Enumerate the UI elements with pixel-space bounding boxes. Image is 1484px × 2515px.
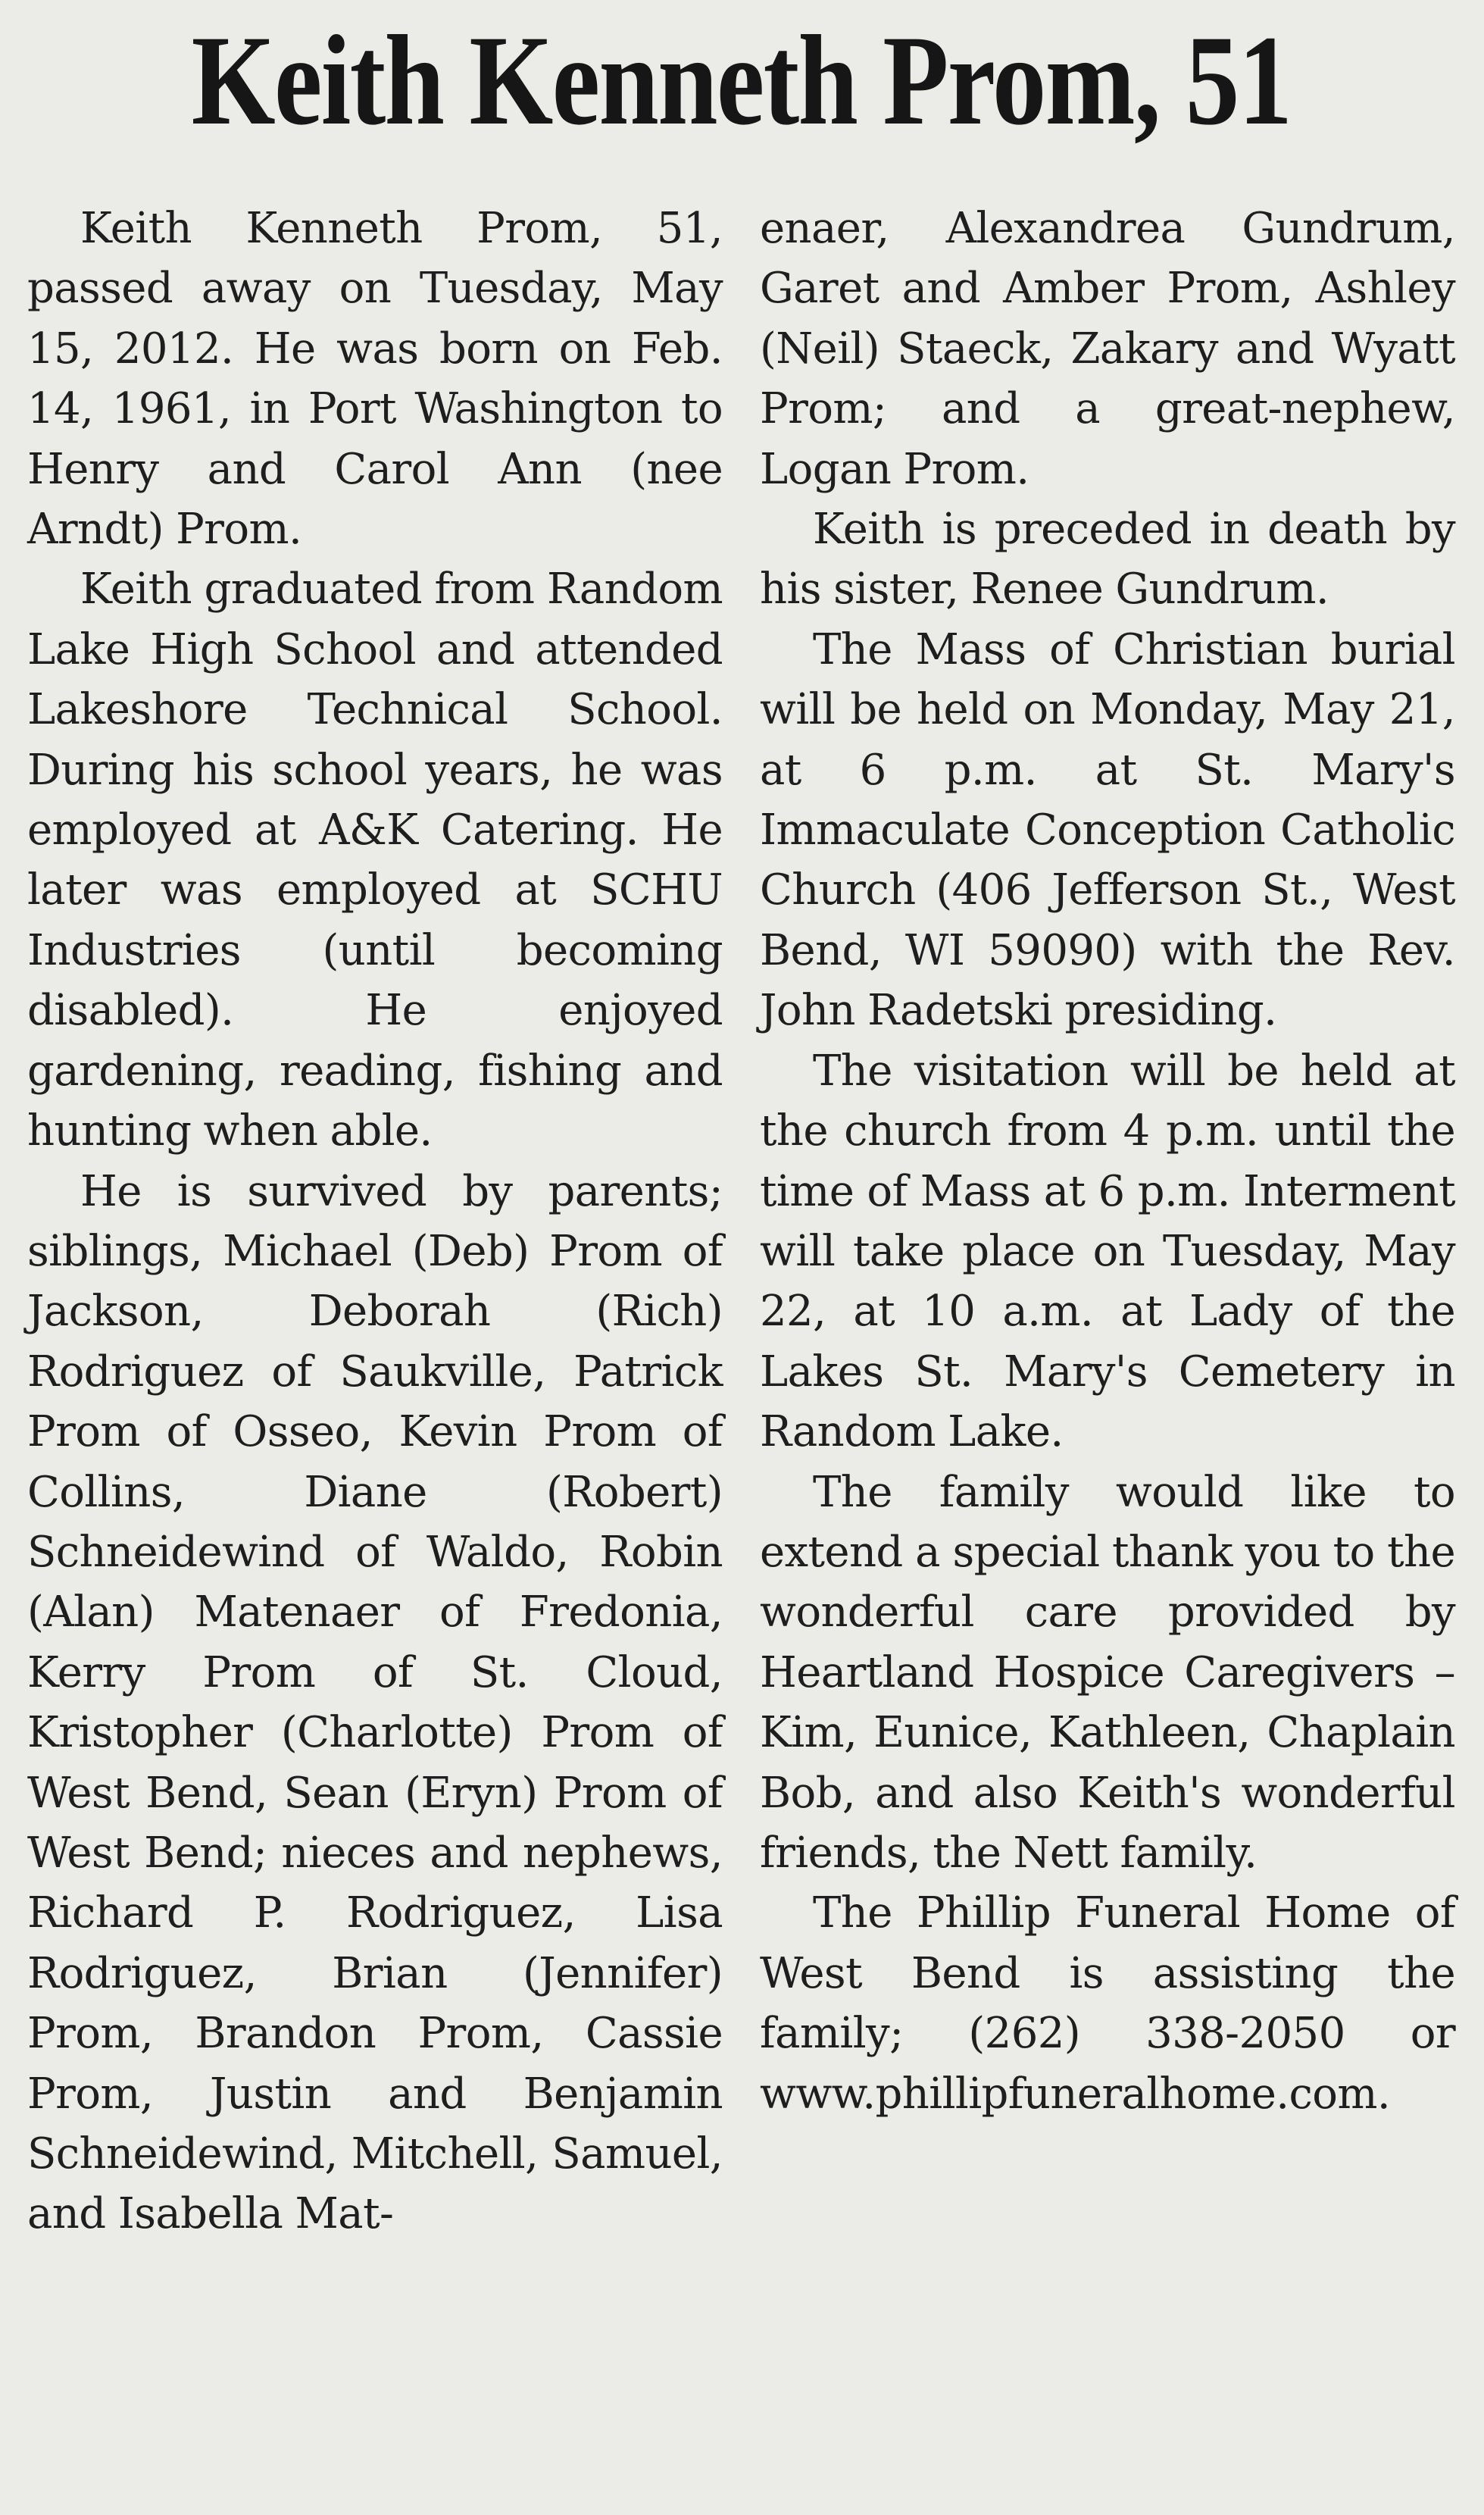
headline: Keith Kenneth Prom, 51 [191,9,1292,152]
paragraph: He is survived by parents; siblings, Michael (Deb) Prom of Jackson, Deborah (Rich) Rodriguez of Saukville, Patrick Prom of Osseo, Kevin Prom of Collins, Diane (Robert) Schneidewind of Waldo, Robin (Alan) Matenaer of Fredonia, Kerry Prom of St. Cloud, Kristopher (Charlotte) Prom of West Bend, Sean (Eryn) Prom of West Bend; nieces and nephews, Richard P. Rodriguez, Lisa Rodriguez, Brian (Jennifer) Prom, Brandon Prom, Cassie Prom, Justin and Benjamin Schneidewind, Mitchell, Samuel, and Isabella Mat- [27,1166,723,2239]
article-body [27,199,1455,2244]
paragraph: The family would like to extend a special thank you to the wonderful care provided by Heartland Hospice Caregivers – Kim, Eunice, Kathleen, Chaplain Bob, and also Keith's wonderful friends, the Nett family. [760,1467,1455,1878]
paragraph: enaer, Alexandrea Gundrum, Garet and Amber Prom, Ashley (Neil) Staeck, Zakary and Wyatt Prom; and a great-nephew, Logan Prom. [760,204,1455,494]
paragraph: Keith graduated from Random Lake High School and attended Lakeshore Technical School. During his school years, he was employed at A&K Catering. He later was employed at SCHU Industries (until becoming disabled). He enjoyed gardening, reading, fishing and hunting when able. [27,565,723,1156]
column-right [760,199,1455,2244]
column-left [27,199,723,2244]
paragraph: Keith is preceded in death by his sister, Renee Gundrum. [760,505,1455,615]
paragraph: The Phillip Funeral Home of West Bend is assisting the family; (262) 338-2050 or www.phillipfuneralhome.com. [760,1888,1455,2119]
paragraph: The visitation will be held at the church from 4 p.m. until the time of Mass at 6 p.m. Interment will take place on Tuesday, May 22, at 10 a.m. at Lady of the Lakes St. Mary's Cemetery in Random Lake. [760,1046,1455,1457]
paragraph: Keith Kenneth Prom, 51, passed away on Tuesday, May 15, 2012. He was born on Feb. 14, 1961, in Port Washington to Henry and Carol Ann (nee Arndt) Prom. [27,204,723,555]
paragraph: The Mass of Christian burial will be held on Monday, May 21, at 6 p.m. at St. Mary's Immaculate Conception Catholic Church (406 Jefferson St., West Bend, WI 59090) with the Rev. John Radetski presiding. [760,624,1455,1036]
